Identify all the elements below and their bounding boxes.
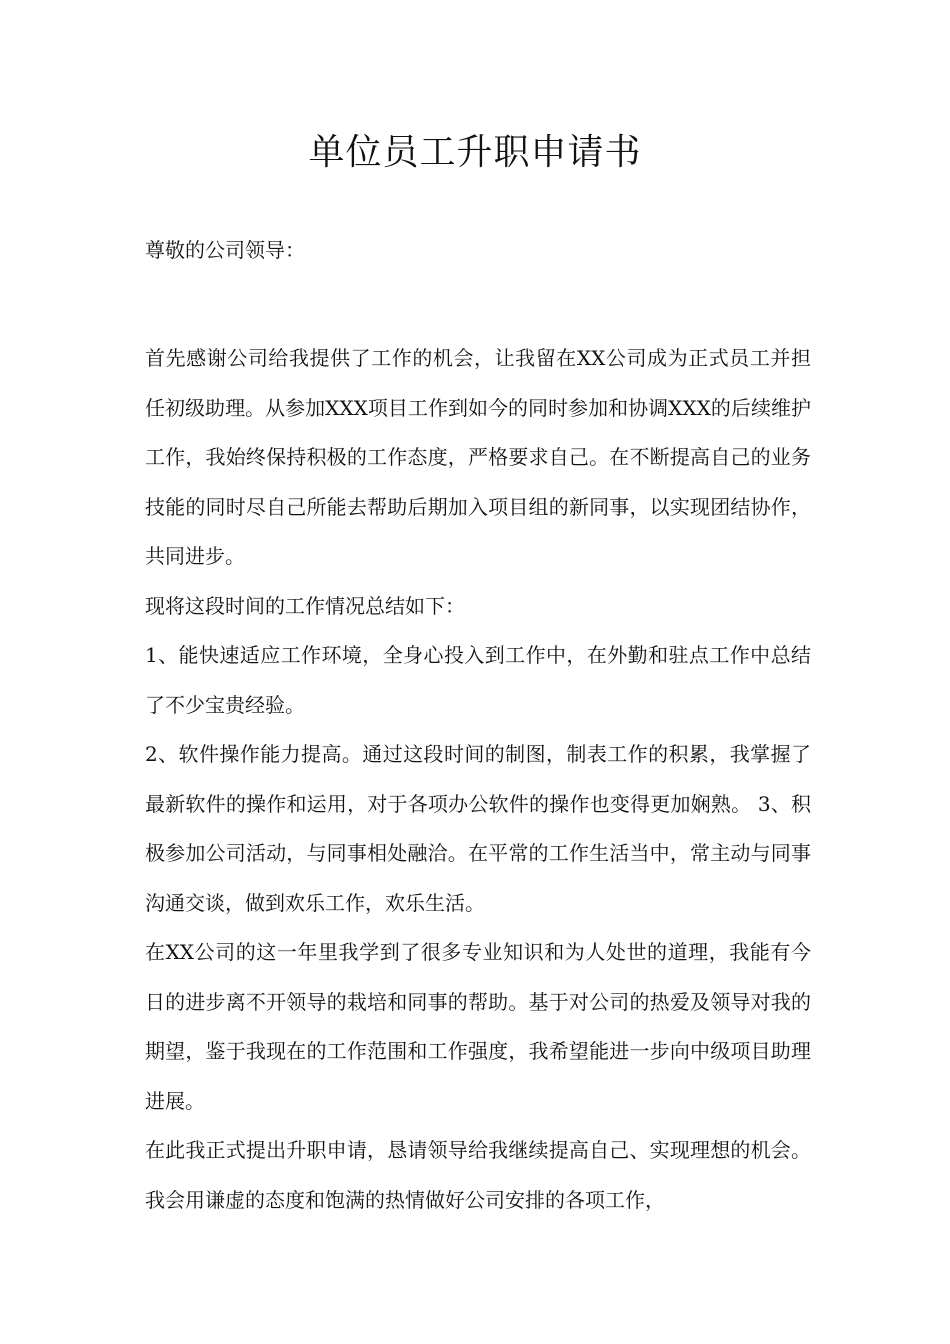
paragraph-summary-heading: 现将这段时间的工作情况总结如下：	[145, 593, 465, 618]
paragraph-intro: 首先感谢公司给我提供了工作的机会，让我留在XX公司成为正式员工并担任初级助理。从参加XXX项目工作到如今的同时参加和协调XXX的后续维护工作，我始终保持积极的工作态度，严格要求自己。在不断提高自己的业务技能的同时尽自己所能去帮助后期加入项目组的新同事，以实现团结协作，共同进步。	[145, 346, 811, 568]
paragraph-request: 在此我正式提出升职申请，恳请领导给我继续提高自己、实现理想的机会。我会用谦虚的态度和饱满的热情做好公司安排的各项工作，	[145, 1138, 811, 1212]
document-body	[145, 334, 811, 1225]
paragraph-reflection: 在XX公司的这一年里我学到了很多专业知识和为人处世的道理，我能有今日的进步离不开领导的栽培和同事的帮助。基于对公司的热爱及领导对我的期望，鉴于我现在的工作范围和工作强度，我希望能进一步向中级项目助理进展。	[145, 940, 811, 1113]
document-title: 单位员工升职申请书	[308, 132, 642, 173]
paragraph-point-2-3: 2、软件操作能力提高。通过这段时间的制图，制表工作的积累，我掌握了最新软件的操作和运用，对于各项办公软件的操作也变得更加娴熟。 3、积极参加公司活动，与同事相处融洽。在平常的工作生活当中，常主动与同事沟通交谈，做到欢乐工作，欢乐生活。	[145, 742, 811, 915]
paragraph-point-1: 1、能快速适应工作环境，全身心投入到工作中，在外勤和驻点工作中总结了不少宝贵经验。	[145, 643, 811, 717]
salutation: 尊敬的公司领导：	[145, 238, 305, 262]
